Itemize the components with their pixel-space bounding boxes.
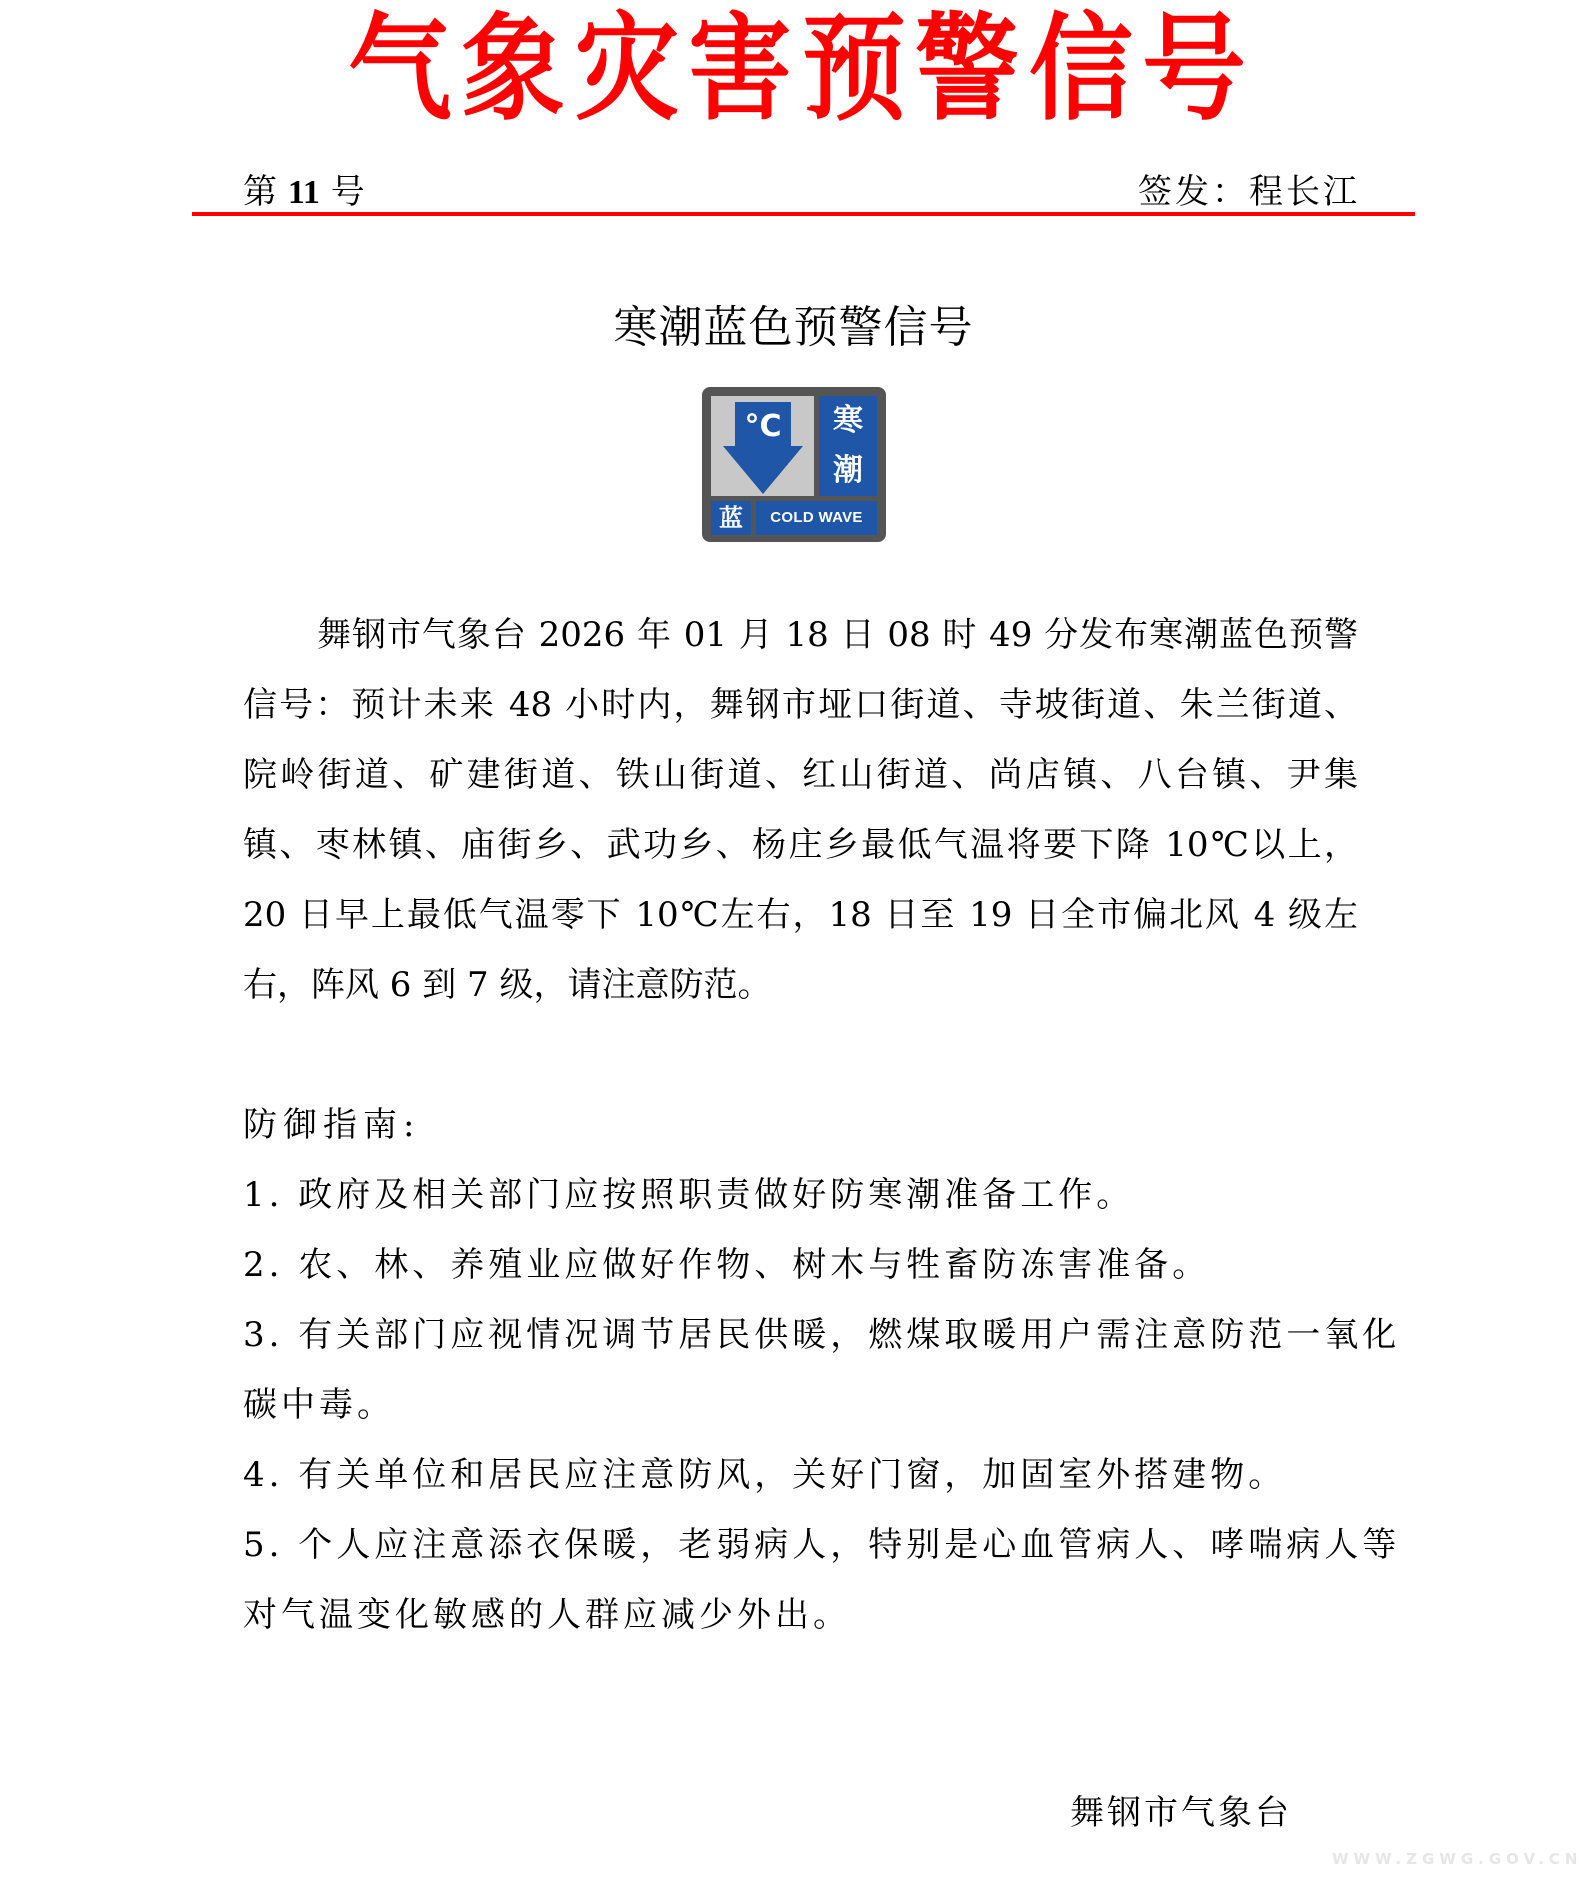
masthead-char: 信	[1028, 1, 1133, 137]
signer	[1138, 172, 1360, 212]
badge-type-char: 寒	[833, 403, 863, 438]
masthead-title	[348, 1, 1246, 137]
issue-suffix: 号	[319, 172, 365, 212]
badge-symbol-panel	[711, 396, 814, 496]
body-line: 院岭街道、矿建街道、铁山街道、红山街道、尚店镇、八台镇、尹集	[243, 755, 1358, 795]
signer-label: 签发：	[1138, 172, 1249, 212]
header-divider	[192, 212, 1415, 216]
badge-symbol: °C	[744, 409, 782, 444]
warning-title: 寒潮蓝色预警信号	[613, 302, 974, 353]
body-line: 镇、枣林镇、庙街乡、武功乡、杨庄乡最低气温将要下降 10℃以上，	[243, 825, 1358, 865]
guide-item: 3. 有关部门应视情况调节居民供暖，燃煤取暖用户需注意防范一氧化	[243, 1315, 1401, 1355]
body-line: 信号：预计未来 48 小时内，舞钢市垭口街道、寺坡街道、朱兰街道、	[243, 685, 1358, 725]
body-line: 右，阵风 6 到 7 级，请注意防范。	[243, 965, 772, 1005]
watermark: WWW.ZGWG.GOV.CN	[1332, 1850, 1583, 1868]
guide-item-continued: 碳中毒。	[243, 1385, 395, 1425]
issuer-signature: 舞钢市气象台	[1070, 1793, 1292, 1833]
issue-number-value: 11	[287, 174, 320, 211]
warning-body	[243, 600, 1358, 1020]
guide-item: 5. 个人应注意添衣保暖，老弱病人，特别是心血管病人、哮喘病人等	[243, 1525, 1401, 1565]
signer-name: 程长江	[1249, 172, 1360, 212]
masthead-char: 预	[801, 1, 906, 137]
issue-prefix: 第	[243, 172, 288, 212]
badge-type-char: 潮	[833, 453, 863, 488]
masthead-char: 害	[688, 1, 793, 137]
masthead-char: 象	[461, 1, 566, 137]
guide-item: 4. 有关单位和居民应注意防风，关好门窗，加固室外搭建物。	[243, 1455, 1287, 1495]
guide-item-continued: 对气温变化敏感的人群应减少外出。	[243, 1595, 851, 1635]
issue-number	[243, 172, 365, 213]
masthead-char: 警	[915, 1, 1019, 137]
guide-item: 2. 农、林、养殖业应做好作物、树木与牲畜防冻害准备。	[243, 1245, 1211, 1285]
badge-english-label: COLD WAVE	[756, 501, 877, 535]
masthead-char: 号	[1142, 1, 1246, 137]
masthead-char: 气	[348, 1, 452, 137]
defense-guide	[243, 1090, 1401, 1650]
badge-type-panel	[819, 396, 877, 496]
temperature-down-arrow-icon	[723, 402, 803, 494]
guide-heading: 防御指南:	[243, 1105, 421, 1145]
cold-wave-blue-badge	[702, 387, 886, 542]
body-line: 舞钢市气象台 2026 年 01 月 18 日 08 时 49 分发布寒潮蓝色预警	[317, 615, 1358, 655]
body-line: 20 日早上最低气温零下 10℃左右，18 日至 19 日全市偏北风 4 级左	[243, 895, 1358, 935]
masthead-char: 灾	[575, 1, 679, 137]
guide-item: 1. 政府及相关部门应按照职责做好防寒潮准备工作。	[243, 1175, 1135, 1215]
badge-level: 蓝	[711, 501, 751, 535]
